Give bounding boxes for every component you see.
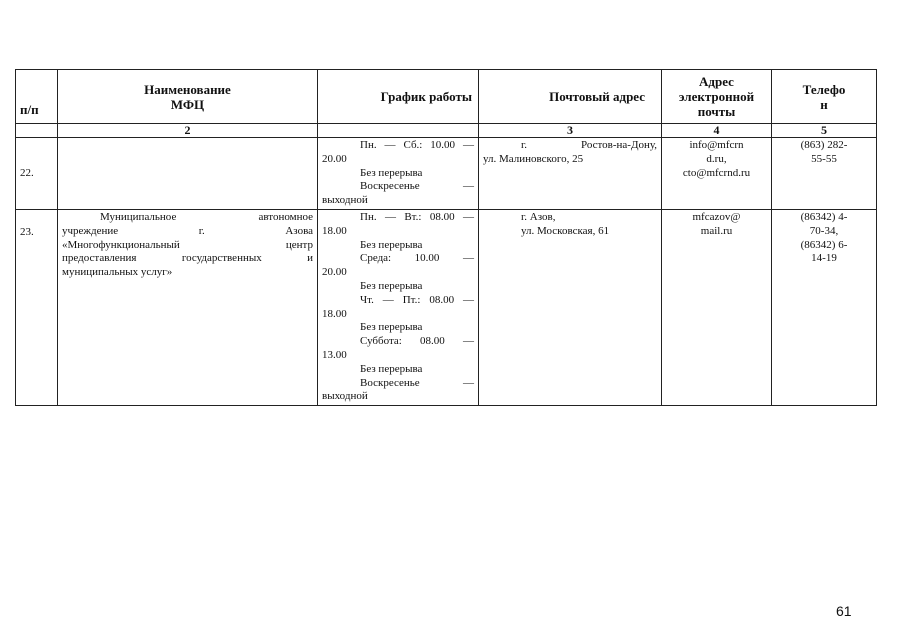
row-schedule: Пн. — Вт.: 08.00 — 18.00 Без перерыва Среда: 10.00 — 20.00 Без перерыва Чт. — Пт.: 08.00 — 18.00 Без перерыва Суббота: 08.00 — 13.00 Без перерыва Воскресенье — выходной <box>318 209 479 405</box>
col-number <box>16 124 58 138</box>
page-number: 61 <box>836 603 852 619</box>
row-schedule: Пн. — Сб.: 10.00 — 20.00 Без перерыва Воскресенье — выходной <box>318 138 479 210</box>
row-phone: (863) 282- 55-55 <box>772 138 877 210</box>
header-name: Наименование МФЦ <box>58 70 318 124</box>
row-number: 22. <box>16 138 58 210</box>
row-phone: (86342) 4- 70-34, (86342) 6- 14-19 <box>772 209 877 405</box>
col-number: 5 <box>772 124 877 138</box>
col-number <box>318 124 479 138</box>
row-name <box>58 138 318 210</box>
header-row <box>16 70 877 124</box>
header-num: п/п <box>16 70 58 124</box>
column-numbering-row <box>16 124 877 138</box>
table-row <box>16 209 877 405</box>
row-name: Муниципальное автономное учреждение г. Азова «Многофункциональный центр предоставления государственных и муниципальных услуг» <box>58 209 318 405</box>
mfc-table <box>15 69 877 406</box>
col-number: 4 <box>662 124 772 138</box>
row-email: info@mfcrn d.ru, cto@mfcrnd.ru <box>662 138 772 210</box>
row-address: г. Ростов-на-Дону, ул. Малиновского, 25 <box>479 138 662 210</box>
row-email: mfcazov@ mail.ru <box>662 209 772 405</box>
col-number: 2 <box>58 124 318 138</box>
row-number: 23. <box>16 209 58 405</box>
mfc-table-container <box>15 69 876 406</box>
header-schedule: График работы <box>318 70 479 124</box>
row-address: г. Азов, ул. Московская, 61 <box>479 209 662 405</box>
table-row <box>16 138 877 210</box>
col-number: 3 <box>479 124 662 138</box>
header-address: Почтовый адрес <box>479 70 662 124</box>
header-phone: Телефо н <box>772 70 877 124</box>
header-email: Адрес электронной почты <box>662 70 772 124</box>
